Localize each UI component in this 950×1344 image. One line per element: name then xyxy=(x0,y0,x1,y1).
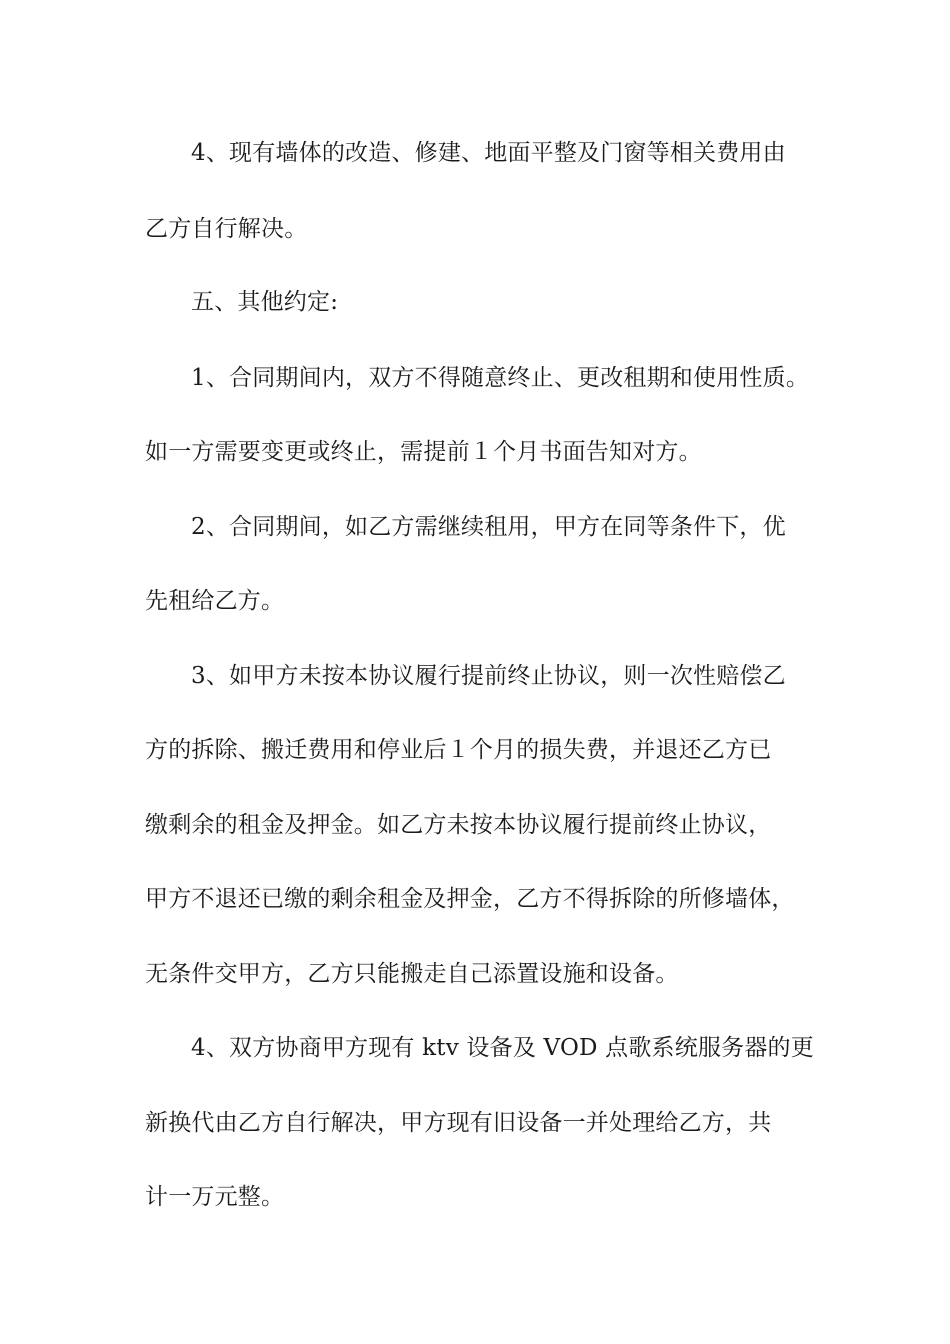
clause-4b-line-1: 4、双方协商甲方现有 ktv 设备及 VOD 点歌系统服务器的更 xyxy=(191,1035,814,1061)
clause-3-line-1: 3、如甲方未按本协议履行提前终止协议，则一次性赔偿乙 xyxy=(191,663,786,689)
clause-3-line-2: 方的拆除、搬迁费用和停业后１个月的损失费，并退还乙方已 xyxy=(145,737,772,763)
clause-3-line-4: 甲方不退还已缴的剩余租金及押金，乙方不得拆除的所修墙体， xyxy=(145,886,795,912)
clause-1-line-2: 如一方需要变更或终止，需提前１个月书面告知对方。 xyxy=(145,439,702,465)
section-5-heading: 五、其他约定: xyxy=(191,289,339,315)
clause-3-line-5: 无条件交甲方，乙方只能搬走自己添置设施和设备。 xyxy=(145,961,679,987)
clause-4b-line-2: 新换代由乙方自行解决，甲方现有旧设备一并处理给乙方，共 xyxy=(145,1110,772,1136)
clause-2-line-1: 2、合同期间，如乙方需继续租用，甲方在同等条件下，优 xyxy=(191,514,786,540)
clause-4b-line-3: 计一万元整。 xyxy=(145,1184,285,1210)
clause-4-line-2: 乙方自行解决。 xyxy=(145,216,308,242)
clause-1-line-1: 1、合同期间内，双方不得随意终止、更改租期和使用性质。 xyxy=(191,365,810,391)
clause-3-line-3: 缴剩余的租金及押金。如乙方未按本协议履行提前终止协议， xyxy=(145,812,772,838)
clause-4-line-1: 4、现有墙体的改造、修建、地面平整及门窗等相关费用由 xyxy=(191,140,786,166)
clause-2-line-2: 先租给乙方。 xyxy=(145,588,285,614)
